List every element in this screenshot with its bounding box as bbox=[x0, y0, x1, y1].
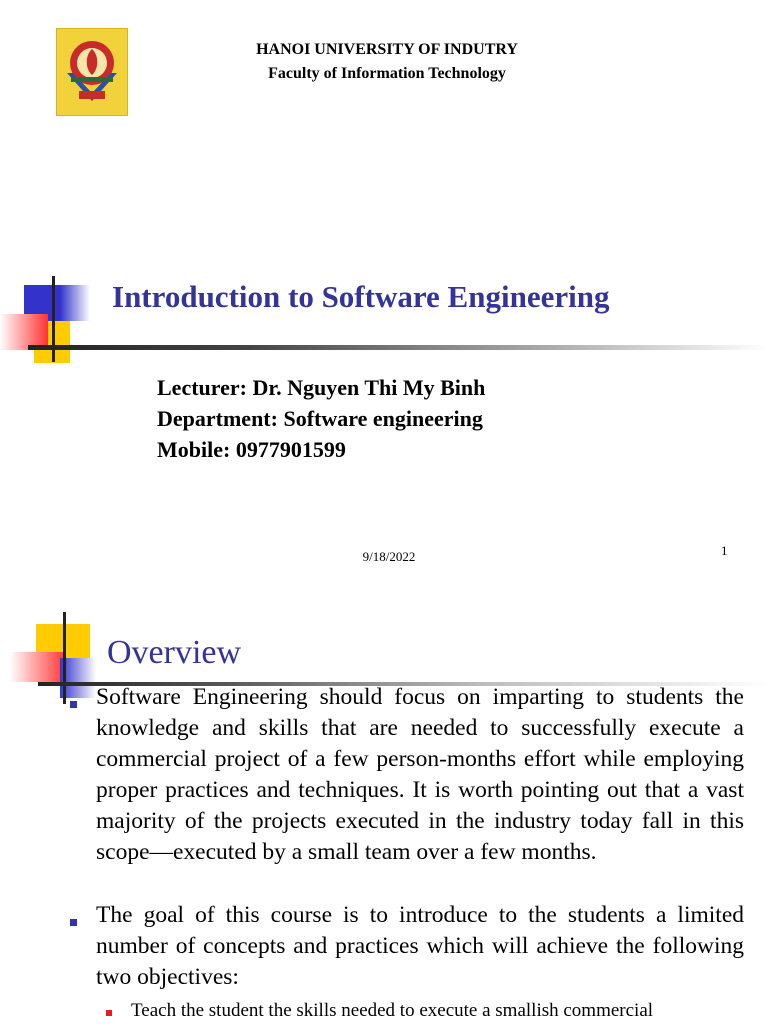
deco-vertical-line bbox=[63, 612, 66, 704]
bullet-marker bbox=[70, 919, 77, 926]
deco-red-bar bbox=[10, 652, 66, 682]
bullet-item: Software Engineering should focus on imparting to students the knowledge and skills that are needed to successfully execute a commercial project of a few person-months effort while employing proper practices and techniques. It is worth pointing out that a vast majority of the projects executed in the industry today fall in this scope—executed by a small team over a few months. bbox=[96, 684, 744, 865]
faculty-name: Faculty of Information Technology bbox=[268, 65, 506, 82]
title-underline bbox=[28, 345, 768, 350]
deco-blue-fade bbox=[60, 285, 90, 321]
bullet-item: The goal of this course is to introduce to the students a limited number of concepts and practices which will achieve the following two objectives: bbox=[96, 902, 744, 990]
lecturer-line: Lecturer: Dr. Nguyen Thi My Binh bbox=[157, 375, 486, 400]
university-name: HANOI UNIVERSITY OF INDUTRY bbox=[256, 41, 518, 58]
department-line: Department: Software engineering bbox=[157, 406, 483, 431]
page-number: 1 bbox=[721, 543, 728, 558]
mobile-line: Mobile: 0977901599 bbox=[157, 437, 346, 462]
presentation-title: Introduction to Software Engineering bbox=[112, 279, 610, 314]
slide-date: 9/18/2022 bbox=[362, 549, 416, 564]
bullet-marker bbox=[70, 701, 77, 708]
overview-slide bbox=[0, 586, 768, 1024]
sub-bullet-marker bbox=[106, 1010, 112, 1016]
slide-title: Overview bbox=[107, 634, 242, 671]
sub-bullet-item: Teach the student the skills needed to execute a smallish commercial bbox=[131, 1000, 654, 1021]
